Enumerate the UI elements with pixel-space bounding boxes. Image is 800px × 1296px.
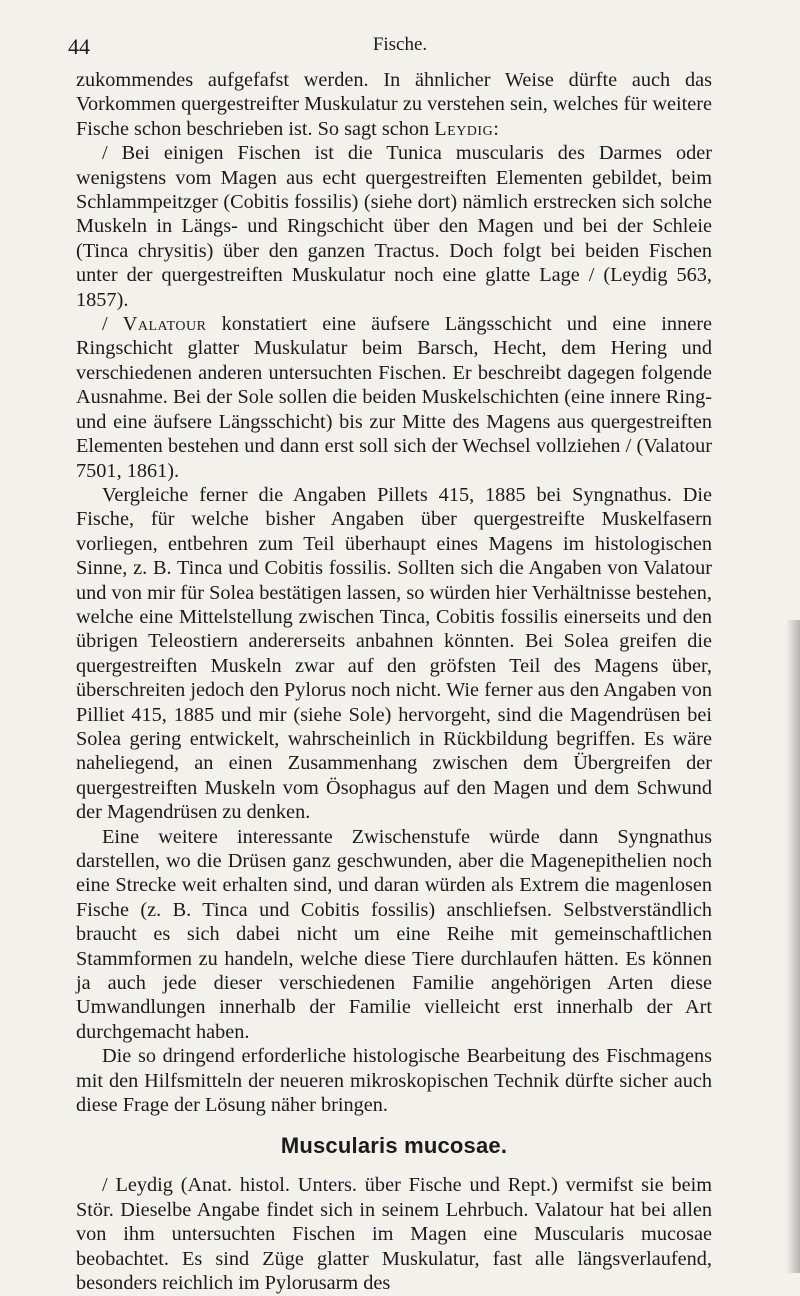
running-title: Fische.	[372, 34, 428, 55]
page-header	[0, 32, 800, 62]
paragraph-5: Eine weitere interessante Zwischenstufe würde dann Syngnathus darstellen, wo die Drüsen ganz geschwunden, aber die Magenepithelien noch eine Strecke weit erhalten sind, und daran würden als Extrem die magenlosen Fische (z. B. Tinca und Cobitis fossilis) anschliefsen. Selbstverständlich braucht es sich dabei nicht um eine Reihe mit gemeinschaftlichen Stammformen zu handeln, welche diese Tiere durchlaufen hätten. Es können ja auch jede dieser verschiedenen Familie angehörigen Arten diese Umwandlungen innerhalb der Familie vielleicht erst innerhalb der Art durchgemacht haben.	[76, 825, 712, 1043]
section-heading: Muscularis mucosae.	[280, 1133, 508, 1159]
paragraph-3-quote-valatour: / Valatour konstatiert eine äufsere Längsschicht und eine innere Ringschicht glatter Muskulatur beim Barsch, Hecht, dem Hering und verschiedenen anderen untersuchten Fischen. Er beschreibt dagegen folgende Ausnahme. Bei der Sole sollen die beiden Muskelschichten (eine innere Ring- und eine äufsere Längsschicht) bis zur Mitte des Magens aus quergestreiften Elementen bestehen und dann erst soll sich der Wechsel vollziehen / (Valatour 7501, 1861).	[76, 313, 712, 482]
page-number: 44	[68, 34, 90, 59]
body-text	[76, 68, 712, 1296]
paragraph-7: / Leydig (Anat. histol. Unters. über Fische und Rept.) vermifst sie beim Stör. Dieselbe Angabe findet sich in seinem Lehrbuch. Valatour hat bei allen von ihm untersuchten Fischen im Magen eine Muscularis mucosae beobachtet. Es sind Züge glatter Muskulatur, fast alle längsverlaufend, besonders reichlich im Pylorusarm des	[76, 1174, 712, 1295]
page-edge-shadow	[786, 620, 800, 1273]
paragraph-1: zukommendes aufgefafst werden. In ähnlicher Weise dürfte auch das Vorkommen quergestreifter Muskulatur zu verstehen sein, welches für weitere Fische schon beschrieben ist. So sagt schon Leydig:	[76, 69, 712, 140]
paragraph-6: Die so dringend erforderliche histologische Bearbeitung des Fischmagens mit den Hilfsmitteln der neueren mikroskopischen Technik dürfte sicher auch diese Frage der Lösung näher bringen.	[76, 1045, 712, 1117]
paragraph-2-quote-leydig: / Bei einigen Fischen ist die Tunica muscularis des Darmes oder wenigstens vom Magen aus echt quergestreiften Elementen gebildet, beim Schlammpeitzger (Cobitis fossilis) (siehe dort) nämlich erstrecken sich solche Muskeln in Längs- und Ringschicht über den Magen und bei der Schleie (Tinca chrysitis) über den ganzen Tractus. Doch folgt bei beiden Fischen unter der quergestreiften Muskulatur noch eine glatte Lage / (Leydig 563, 1857).	[76, 142, 712, 311]
paragraph-4: Vergleiche ferner die Angaben Pillets 415, 1885 bei Syngnathus. Die Fische, für welche bisher Angaben über quergestreifte Muskelfasern vorliegen, entbehren zum Teil überhaupt eines Magens im histologischen Sinne, z. B. Tinca und Cobitis fossilis. Sollten sich die Angaben von Valatour und von mir für Solea bestätigen lassen, so würden hier Verhältnisse bestehen, welche eine Mittelstellung zwischen Tinca, Cobitis fossilis einerseits und den übrigen Teleostiern andererseits anbahnen könnten. Bei Solea greifen die quergestreiften Muskeln zwar auf den gröfsten Teil des Magens über, überschreiten jedoch den Pylorus noch nicht. Wie ferner aus den Angaben von Pilliet 415, 1885 und mir (siehe Sole) hervorgeht, sind die Magendrüsen bei Solea gering entwickelt, wahrscheinlich in Rückbildung begriffen. Es wäre naheliegend, an einen Zusammenhang zwischen dem Übergreifen der quergestreiften Muskeln vom Ösophagus auf den Magen und dem Schwund der Magendrüsen zu denken.	[76, 483, 712, 824]
